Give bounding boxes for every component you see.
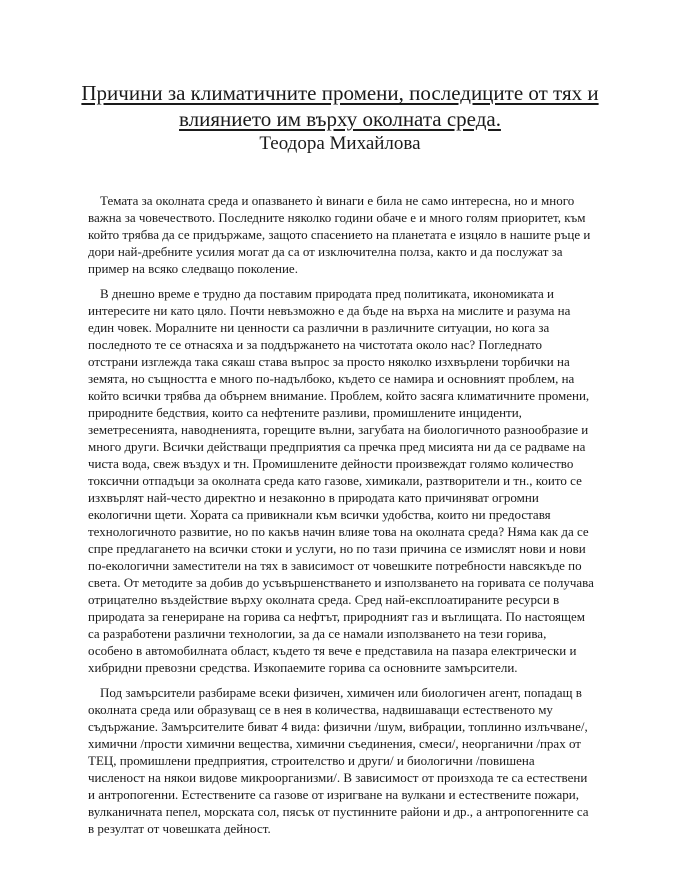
paragraph: В днешно време е трудно да поставим природата пред политиката, икономиката и интересите ни като цяло. Почти невъзможно е да бъде на върха на мислите и разума на един човек. Моралните ни ценности са различни в различните ситуации, но кога за последното те се отнасяха и за поддържането на чистотата около нас? Погледнато отстрани изглежда така сякаш става въпрос за просто няколко изхвърлени торбички на земята, но същността е много по-надълбоко, където се намира и основният проблем, на който всички трябва да обърнем внимание. Проблем, който засяга климатичните промени, природните бедствия, които са нефтените разливи, промишлените инциденти, земетресенията, наводненията, горещите вълни, загубата на биологичното разнообразие и много други. Всички действащи предприятия са пречка пред мисията ни да се радваме на чиста вода, свеж въздух и тн. Промишлените дейности произвеждат голямо количество токсични отпадъци за околната среда като газове, химикали, разтворители и тн., които се изхвърлят най-често директно и незаконно в природата като причиняват огромни екологични щети. Хората са привикнали към всички удобства, които ни предоставя технологичното развитие, но по какъв начин влияе това на околната среда? Няма как да се спре предлагането на всички стоки и услуги, но по тази причина се измислят нови и нови по-екологични заместители на тях в зависимост от човешките потребности навсякъде по света. От методите за добив до усъвършенстването и използването на горивата се получава отрицателно въздействие върху околната среда. Сред най-експлоатираните ресурси в природата за генериране на горива са нефтът, природният газ и въглищата. По настоящем са разработени различни технологии, за да се намали използването на тези горива, особено в автомобилната област, където тя вече е представила на пазара електрически и хибридни превозни средства. Изкопаемите горива са основните замърсители. xyxy=(88,286,594,675)
paragraph: Под замърсители разбираме всеки физичен, химичен или биологичен агент, попадащ в околната среда или образуващ се в нея в количества, надвишаващи естественото му съдържание. Замърсителите биват 4 вида: физични /шум, вибрации, топлинно излъчване/, химични /прости химични вещества, химични съединения, смеси/, неорганични /прах от ТЕЦ, промишлени предприятия, строителство и други/ и биологични /повишена численост на някои видове микроорганизми/. В зависимост от произхода те са естествени и антропогенни. Естествените са газове от изригване на вулкани и естествените пожари, вулканичната пепел, морската сол, пясък от пустинните райони и др., а антропогенните са в резултат от човешката дейност. xyxy=(88,685,589,836)
document-title: Причини за климатичните промени, последиците от тях и влиянието им върху околната среда. xyxy=(81,81,599,131)
paragraph: Темата за околната среда и опазването ѝ винаги е била не само интересна, но и много важна за човечеството. Последните няколко години обаче е и много голям приоритет, към който трябва да се придържаме, защото спасението на планетата е изцяло в нашите ръце и дори най-дребните усилия могат да са от изключителна полза, както и да послужат за пример на всяко следващо поколение. xyxy=(88,193,591,276)
document-body xyxy=(88,192,594,845)
author-name: Теодора Михайлова xyxy=(259,133,421,154)
